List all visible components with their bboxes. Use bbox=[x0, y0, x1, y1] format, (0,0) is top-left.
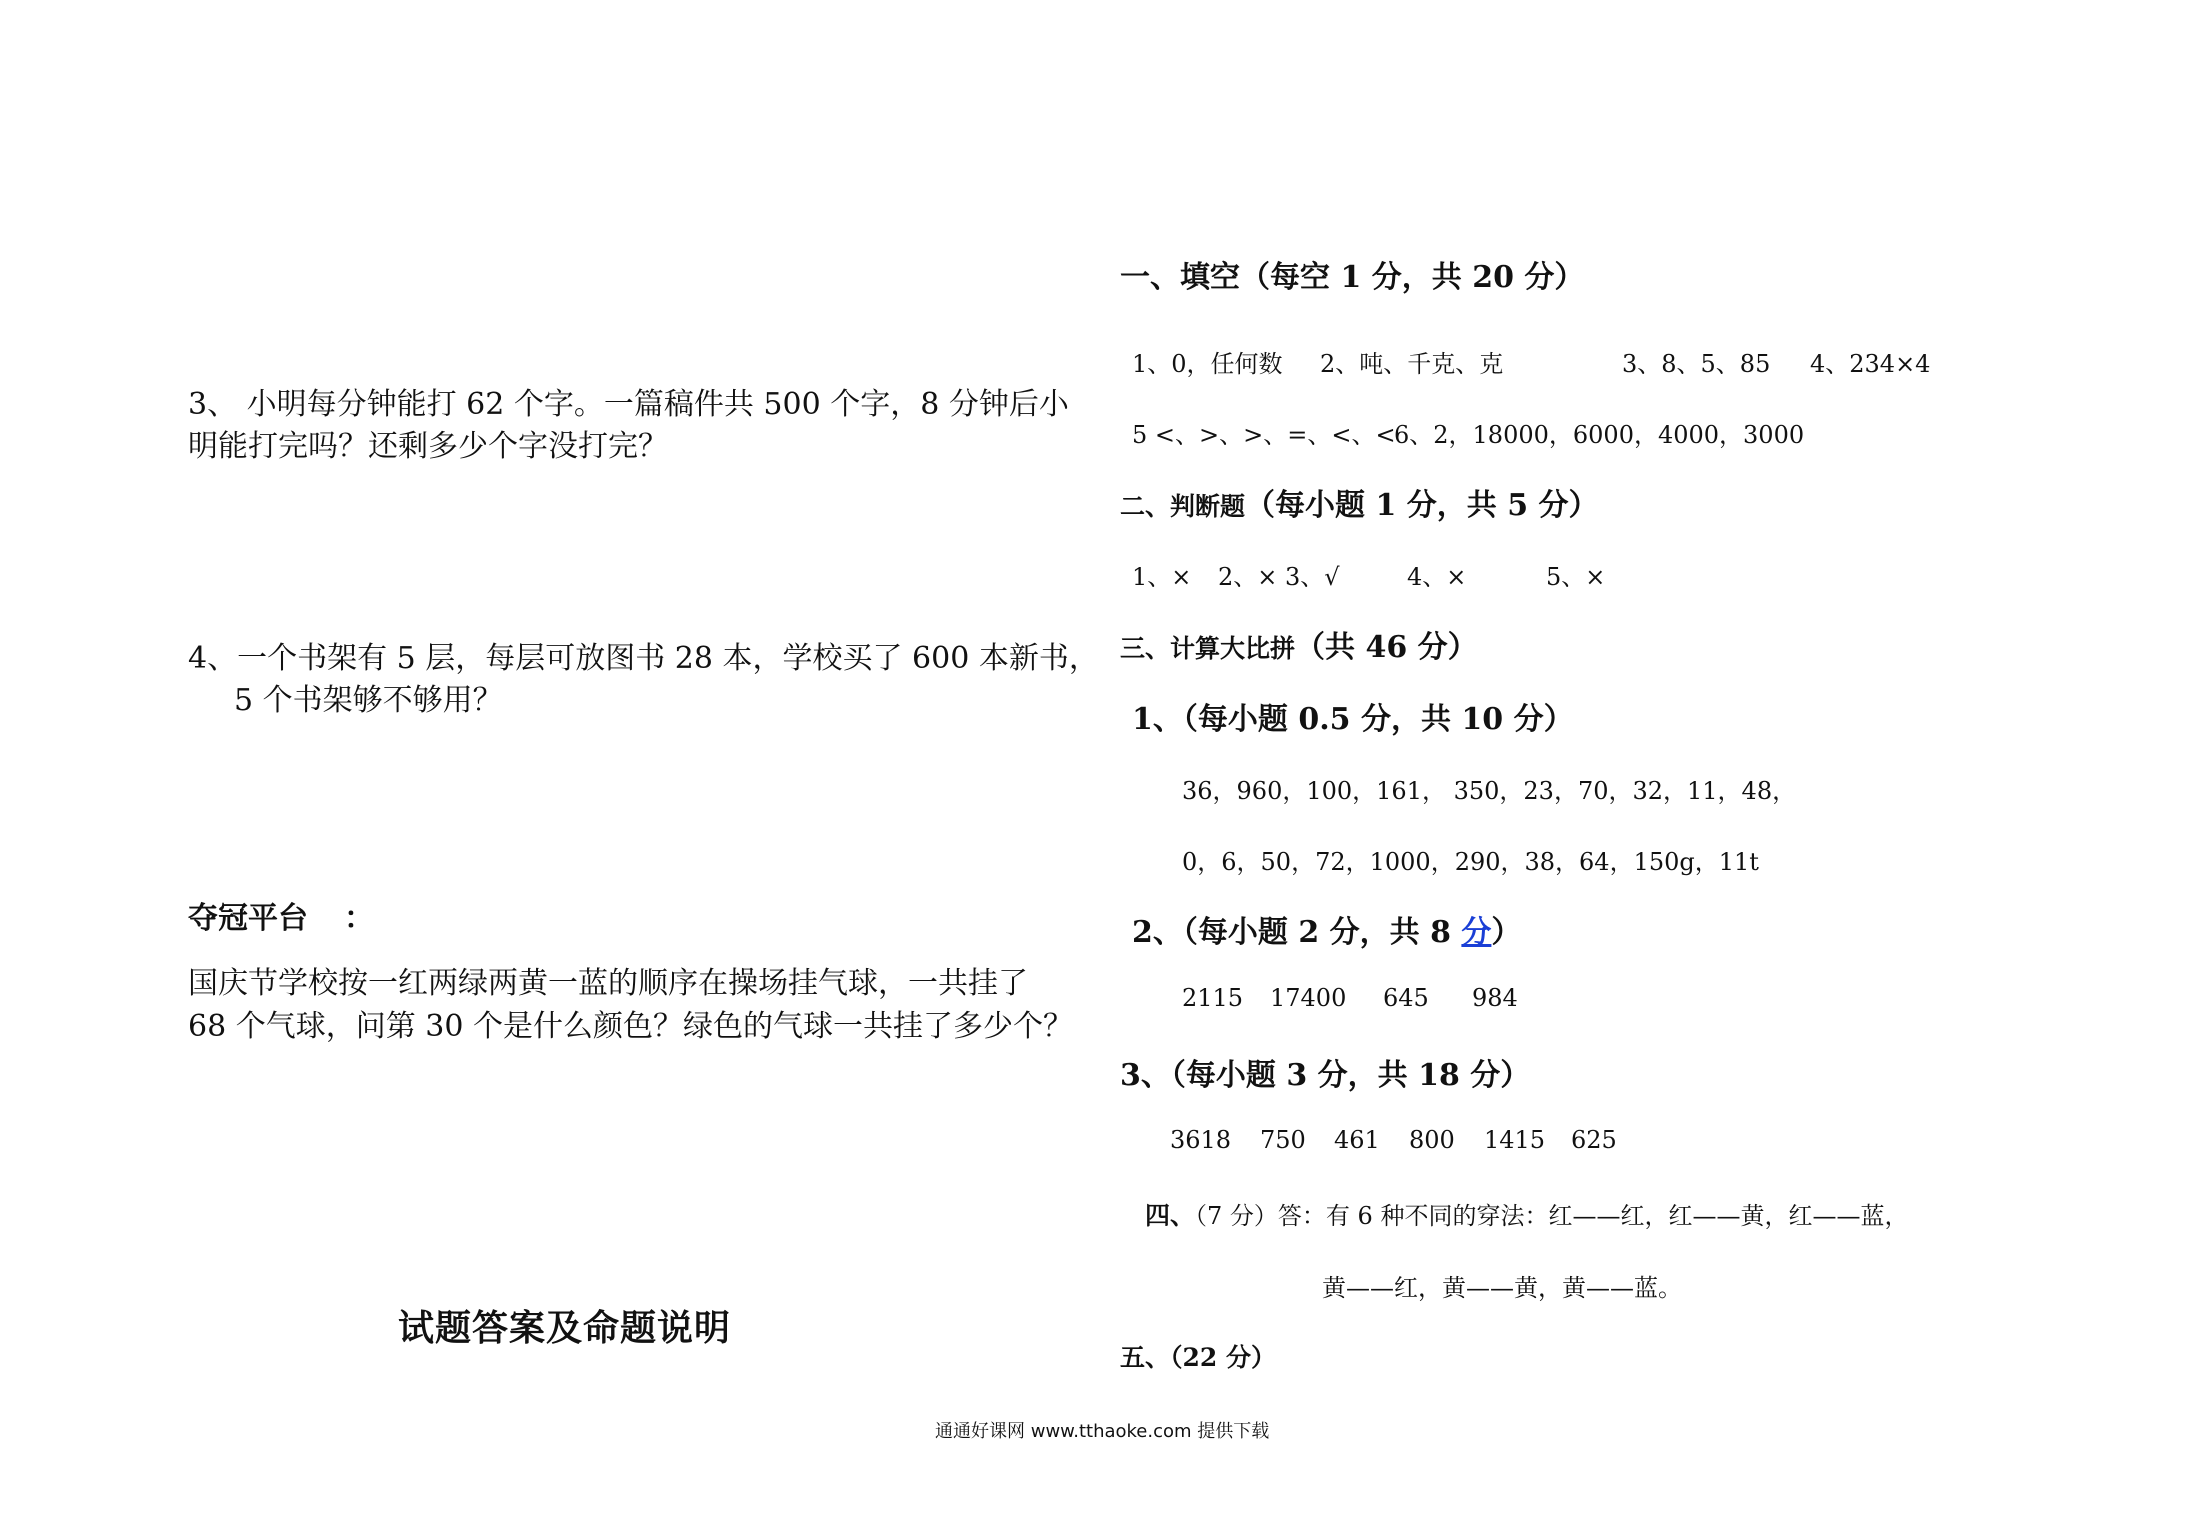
champion-title-colon: ： bbox=[344, 901, 374, 936]
section-3-part-2-answer-3: 645 bbox=[1383, 984, 1429, 1012]
section-3-part-3-answer-4: 800 bbox=[1409, 1126, 1455, 1154]
section-4-line-1 bbox=[1145, 1196, 1908, 1232]
champion-question-line-1: 国庆节学校按一红两绿两黄一蓝的顺序在操场挂气球，一共挂了 bbox=[188, 966, 1028, 1001]
section-2-answer-5: 5、× bbox=[1546, 563, 1606, 591]
champion-title-text: 夺冠平台 bbox=[188, 901, 308, 936]
section-3-part-1-row-1: 36，960，100，161， 350，23，70，32，11，48， bbox=[1182, 777, 1797, 805]
section-1-answer-3: 3、8、5、85 bbox=[1622, 350, 1771, 378]
answers-section-title: 试题答案及命题说明 bbox=[398, 1307, 732, 1349]
section-3-part-3-answer-2: 750 bbox=[1260, 1126, 1306, 1154]
section-3-title-label: 三、计算大比拼 bbox=[1120, 634, 1296, 663]
section-3-part-2-answer-4: 984 bbox=[1472, 984, 1518, 1012]
section-1-answer-2: 2、吨、千克、克 bbox=[1320, 350, 1504, 378]
section-3-title-score: （共 46 分） bbox=[1295, 630, 1478, 665]
section-1-answer-5: 5 <、>、>、=、<、< bbox=[1132, 421, 1396, 449]
page-footer: 通通好课网 www.tthaoke.com 提供下载 bbox=[935, 1421, 1270, 1442]
section-2-answer-1: 1、× bbox=[1132, 563, 1192, 591]
section-1-answer-4: 4、234×4 bbox=[1810, 350, 1931, 378]
section-3-part-2-title-text: 2、（每小题 2 分，共 8 bbox=[1132, 915, 1462, 950]
champion-question-line-2: 68 个气球，问第 30 个是什么颜色？绿色的气球一共挂了多少个？ bbox=[188, 1009, 1073, 1044]
section-3-title bbox=[1120, 622, 1478, 666]
question-4-line-1: 4、一个书架有 5 层，每层可放图书 28 本，学校买了 600 本新书， bbox=[188, 641, 1099, 676]
section-3-part-1-row-2: 0，6，50，72，1000，290，38，64，150g，11t bbox=[1182, 848, 1759, 876]
section-1-answer-1: 1、0，任何数 bbox=[1132, 350, 1283, 378]
champion-section-title bbox=[188, 893, 374, 937]
section-3-part-3-title: 3、（每小题 3 分，共 18 分） bbox=[1120, 1058, 1531, 1093]
section-4-label: 四、 bbox=[1145, 1201, 1196, 1230]
section-3-part-3-answer-3: 461 bbox=[1334, 1126, 1380, 1154]
section-3-part-3-answer-6: 625 bbox=[1571, 1126, 1617, 1154]
section-3-part-2-title-end: ） bbox=[1491, 915, 1522, 950]
section-1-title: 一、填空（每空 1 分，共 20 分） bbox=[1120, 260, 1585, 295]
section-3-part-2-title bbox=[1132, 907, 1521, 951]
section-2-answer-4: 4、× bbox=[1407, 563, 1467, 591]
section-4-answer-text: （7 分）答：有 6 种不同的穿法：红——红，红——黄，红——蓝， bbox=[1195, 1202, 1909, 1230]
section-3-part-3-answer-5: 1415 bbox=[1484, 1126, 1546, 1154]
section-5-title: 五、（22 分） bbox=[1120, 1343, 1276, 1372]
section-4-line-2: 黄——红，黄——黄，黄——蓝。 bbox=[1322, 1274, 1682, 1302]
score-link[interactable]: 分 bbox=[1461, 915, 1492, 950]
section-2-title-label: 二、判断题 bbox=[1120, 492, 1246, 521]
section-3-part-1-title: 1、（每小题 0.5 分，共 10 分） bbox=[1132, 702, 1574, 737]
section-3-part-2-answer-1: 2115 bbox=[1182, 984, 1244, 1012]
section-3-part-2-answer-2: 17400 bbox=[1270, 984, 1347, 1012]
section-2-title bbox=[1120, 480, 1599, 524]
question-3-line-2: 明能打完吗？还剩多少个字没打完？ bbox=[188, 429, 668, 464]
question-4-line-2: 5 个书架够不够用？ bbox=[234, 683, 503, 718]
section-1-answer-6: 6、2，18000，6000，4000，3000 bbox=[1394, 421, 1805, 449]
section-3-part-3-answer-1: 3618 bbox=[1170, 1126, 1232, 1154]
section-2-answer-2-3: 2、× 3、√ bbox=[1218, 563, 1340, 591]
section-2-title-score: （每小题 1 分，共 5 分） bbox=[1245, 488, 1599, 523]
question-3-line-1: 3、 小明每分钟能打 62 个字。一篇稿件共 500 个字，8 分钟后小 bbox=[188, 387, 1069, 422]
